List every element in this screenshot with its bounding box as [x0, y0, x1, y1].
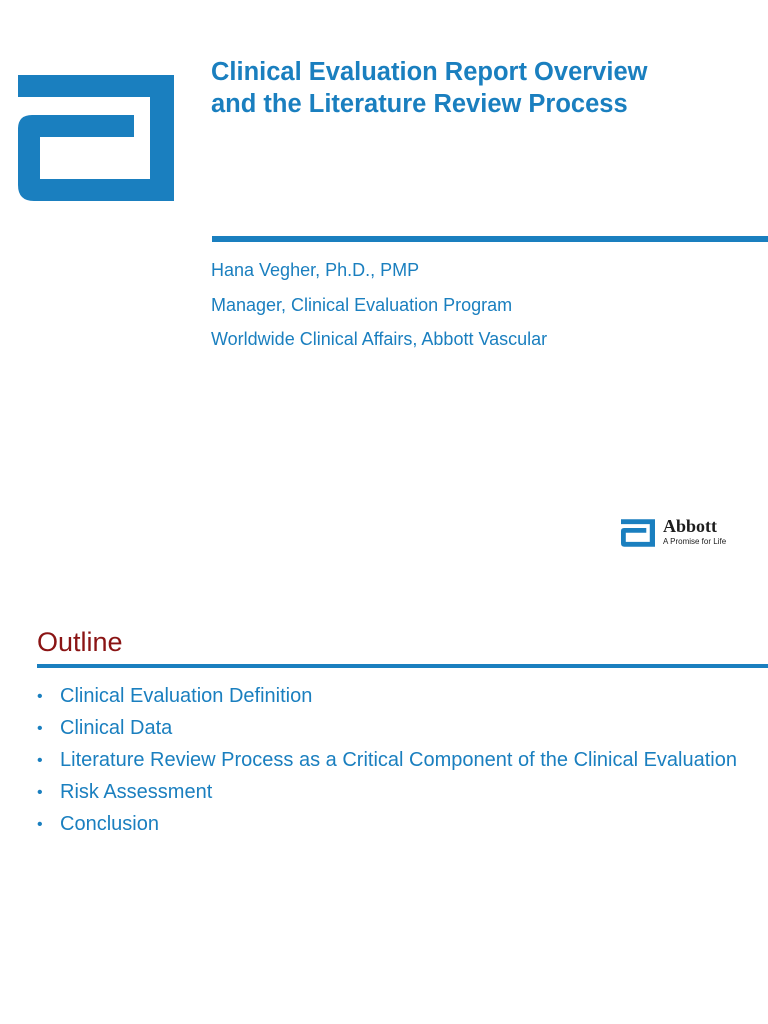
abbott-logo-icon [18, 75, 174, 201]
outline-item [37, 748, 737, 773]
bullet-icon: • [37, 688, 43, 705]
presenter-organization: Worldwide Clinical Affairs, Abbott Vascular [211, 329, 548, 349]
presenter-role: Manager, Clinical Evaluation Program [211, 294, 513, 315]
outline-item-text: Clinical Evaluation Definition [60, 685, 313, 707]
bullet-icon: • [37, 720, 43, 737]
abbott-small-logo-icon [621, 519, 655, 547]
outline-item [37, 684, 737, 709]
outline-slide [0, 598, 768, 1024]
brand-name: Abbott [663, 516, 718, 536]
abbott-brand-mark [621, 514, 736, 554]
bullet-icon: • [37, 816, 43, 833]
outline-item-text: Clinical Data [60, 717, 173, 739]
title-line-2: and the Literature Review Process [211, 90, 628, 118]
outline-divider [37, 664, 768, 668]
outline-item [37, 812, 737, 837]
outline-item-text: Risk Assessment [60, 781, 213, 803]
outline-item [37, 780, 737, 805]
brand-tagline: A Promise for Life [663, 537, 727, 546]
outline-heading: Outline [37, 627, 123, 657]
presentation-title [211, 56, 751, 120]
outline-item [37, 716, 737, 741]
title-line-1: Clinical Evaluation Report Overview [211, 58, 648, 86]
presenter-info [211, 259, 547, 363]
outline-item-text: Conclusion [60, 813, 159, 835]
outline-item-text: Literature Review Process as a Critical Component of the Clinical Evaluation [60, 749, 737, 771]
title-divider [212, 236, 768, 242]
presenter-name: Hana Vegher, Ph.D., PMP [211, 260, 420, 280]
bullet-icon: • [37, 752, 43, 769]
outline-list [37, 684, 737, 844]
bullet-icon: • [37, 784, 43, 801]
